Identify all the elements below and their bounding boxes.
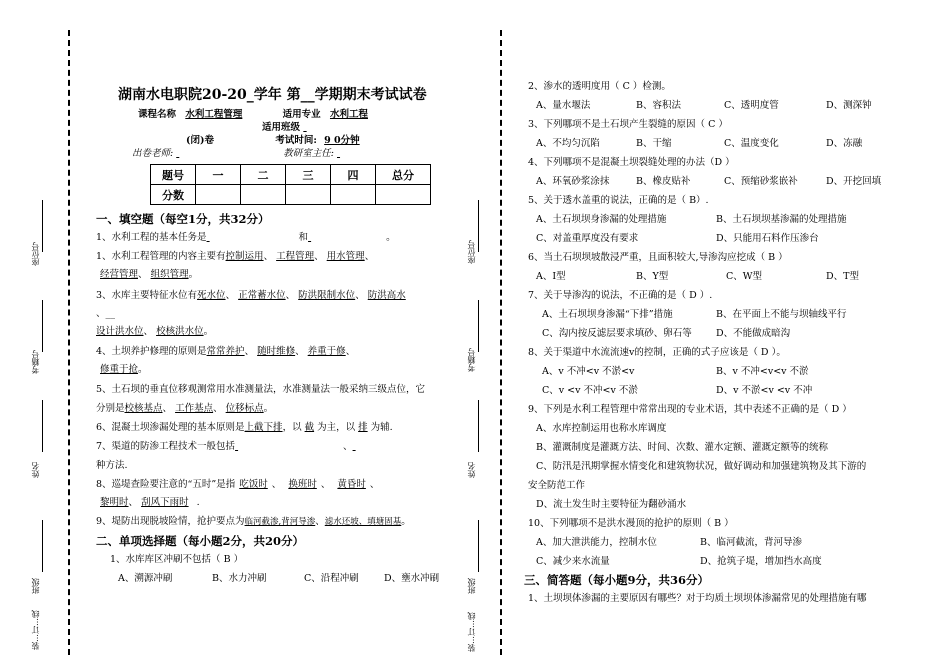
exam-no-blank — [42, 300, 43, 352]
q-text: 9、堤防出现脱坡险情，抢护要点为 — [96, 516, 245, 527]
answer: 控制运用 — [225, 251, 264, 262]
class-blank-2 — [478, 520, 479, 572]
q-text: 3、水库主要特征水位有 — [96, 290, 198, 301]
exam-title: 湖南水电职院20-20_学年 第__学期期末考试试卷 — [118, 87, 427, 103]
score-cell: 三 — [286, 165, 331, 185]
score-input-cell[interactable] — [241, 185, 286, 205]
mc-q8-option-b[interactable]: B、v 不冲<v<v 不淤 — [716, 366, 809, 377]
mc-q6-option-b[interactable]: B、Y型 — [636, 271, 669, 282]
answer: 吃饭时 — [239, 479, 268, 490]
answer: 随时维修 — [257, 346, 296, 357]
answer: 校核基点 — [124, 403, 163, 414]
fill-q3-cont1: 、__ — [96, 308, 116, 319]
answer: 组织管理 — [150, 269, 189, 280]
mc-q10-option-a[interactable]: A、加大泄洪能力，控制水位 — [536, 537, 657, 548]
q-text: . — [196, 497, 200, 508]
answer: 工作基点 — [175, 403, 214, 414]
mc-q3-option-a[interactable]: A、不均匀沉陷 — [536, 138, 600, 149]
answer: 养重于修 — [307, 346, 346, 357]
q-text: 、 — [355, 290, 365, 301]
section-3-title: 三、简答题（每小题9分，共36分） — [524, 573, 710, 587]
major-name: 水利工程 — [329, 109, 368, 120]
fill-q9 — [96, 515, 411, 529]
q-text: 8、巡堤查险要注意的“五时”是指 — [96, 479, 236, 490]
mc-q6-option-c[interactable]: C、W型 — [726, 271, 763, 282]
mc-q2-option-b[interactable]: B、容积法 — [636, 100, 681, 111]
answer-blank[interactable] — [235, 440, 343, 453]
class-applicable-label: 适用班级 — [262, 122, 301, 133]
score-cell: 分数 — [151, 185, 196, 205]
answer: 刮风下雨时 — [141, 497, 189, 508]
q-text: 、 — [345, 346, 356, 357]
fill-q1 — [96, 231, 396, 244]
q-text: 1、水利工程的基本任务是 — [96, 232, 207, 243]
q-text: 。 — [386, 232, 396, 243]
section-1-title: 一、填空题（每空1分，共32分） — [96, 212, 270, 226]
class-blank — [42, 520, 43, 572]
mc-q3-option-c[interactable]: C、温度变化 — [724, 138, 779, 149]
fill-q5-cont — [96, 402, 273, 415]
score-table-header-row — [151, 165, 431, 185]
answer: 设计洪水位 — [96, 326, 144, 337]
name-label-2: 姓名 — [467, 462, 476, 478]
mc-q9-option-b[interactable]: B、灌溉制度是灌溉方法、时间、次数、灌水定额、灌溉定额等的统称 — [536, 442, 828, 453]
answer: 常常养护 — [206, 346, 245, 357]
mc-q10-option-c[interactable]: C、减少来水流量 — [536, 556, 610, 567]
fill-q7 — [96, 440, 455, 453]
mc-q2-option-c[interactable]: C、透明度管 — [724, 100, 779, 111]
q-text: 和 — [298, 232, 309, 243]
mc-q1-option-c[interactable]: C、沿程冲刷 — [304, 573, 359, 584]
answer: 位移标点 — [225, 403, 264, 414]
q-text: 。 — [203, 326, 214, 337]
answer: 经营管理 — [100, 269, 139, 280]
seat-label: 座位号 — [31, 242, 40, 266]
answer: 用水管理 — [326, 251, 365, 262]
binding-line-right — [500, 30, 502, 655]
name-label: 姓名 — [31, 462, 40, 478]
q-text: 、 — [162, 403, 173, 414]
q-text: 1、水利工程管理的内容主要有 — [96, 251, 226, 262]
answer: 黄昏时 — [337, 479, 366, 490]
mc-q9-option-c[interactable]: C、防汛是汛期掌握水情变化和建筑物状况，做好调动和加强建筑物及其下游的 — [536, 461, 867, 472]
answer: 正常蓄水位 — [238, 290, 286, 301]
q-text: ，以 — [282, 422, 302, 433]
answer: 换班时 — [288, 479, 317, 490]
q-text: 、 — [343, 441, 353, 452]
mc-q6: 6、当土石坝坝坡散浸严重，且面积较大,导渗沟应挖成（ B ） — [528, 252, 788, 263]
mc-q6-option-a[interactable]: A、I型 — [536, 271, 566, 282]
mc-q10: 10、下列哪项不是洪水漫顶的抢护的原则（ B ） — [528, 518, 734, 529]
binding-line-left — [68, 30, 70, 655]
q-text: 、 — [263, 251, 274, 262]
q-text: 6、混凝土坝渗漏处理的基本原则是 — [96, 422, 245, 433]
mc-q1-option-a[interactable]: A、溯源冲刷 — [118, 573, 173, 584]
q-text: 、 — [244, 346, 255, 357]
q-text: 、 — [225, 290, 236, 301]
q-text: 、 — [285, 290, 296, 301]
class-label: 班级 — [31, 578, 40, 594]
teacher-label: 出卷老师: — [132, 148, 174, 159]
q-text: 7、渠道的防渗工程技术一般包括 — [96, 441, 236, 452]
fill-q4 — [96, 345, 355, 358]
fill-q8-cont — [100, 496, 200, 509]
fill-q7-cont: 种方法. — [96, 460, 128, 471]
mc-q3-option-b[interactable]: B、干缩 — [636, 138, 672, 149]
mc-q4-option-d[interactable]: D、开挖回填 — [826, 176, 882, 187]
score-input-cell[interactable] — [376, 185, 431, 205]
q-text: 、 — [364, 251, 375, 262]
mc-q5-option-c[interactable]: C、对盖重厚度没有要求 — [536, 233, 639, 244]
director-label: 教研室主任: — [283, 148, 334, 159]
q-text: 为主，以 — [317, 422, 356, 433]
answer: 工程管理 — [276, 251, 315, 262]
short-answer-q1: 1、土坝坝体渗漏的主要原因有哪些？对于均质土坝坝体渗漏常见的处理措施有哪 — [528, 593, 867, 604]
q-text: 、 — [320, 479, 331, 490]
score-input-cell[interactable] — [331, 185, 376, 205]
answer: 滤水还坡、填塘固基 — [324, 517, 402, 527]
q-text: 、 — [213, 403, 223, 414]
q-text: 、 — [271, 479, 282, 490]
mc-q1-option-b[interactable]: B、水力冲刷 — [212, 573, 267, 584]
answer: 黎明时 — [100, 497, 129, 508]
teacher-blank — [176, 147, 276, 160]
seat-blank — [42, 200, 43, 252]
answer: 防洪限制水位 — [298, 290, 356, 301]
mc-q8-option-c[interactable]: C、v <v 不冲<v 不淤 — [542, 385, 638, 396]
course-name: 水利工程管理 — [185, 109, 243, 120]
exam-no-label: 考籍号 — [31, 350, 40, 374]
seal-line-label-2: 装…订…线 — [467, 612, 476, 652]
mc-q7-option-c[interactable]: C、沟内按反滤层要求填砂、卵石等 — [542, 328, 692, 339]
mc-q5-option-a[interactable]: A、土石坝坝身渗漏的处理措施 — [536, 214, 667, 225]
mc-q4-option-c[interactable]: C、预缩砂浆嵌补 — [724, 176, 798, 187]
answer: 截 — [304, 422, 315, 433]
exam-no-blank-2 — [478, 300, 479, 352]
q-text: 4、土坝养护修理的原则是 — [96, 346, 207, 357]
mc-q2: 2、渗水的透明度用（ C ）检测。 — [528, 81, 671, 92]
q-text: 、 — [369, 479, 380, 490]
q-text: 、 — [314, 251, 324, 262]
mc-q9-option-c-cont: 安全防范工作 — [528, 480, 586, 491]
q-text: 、 — [138, 269, 148, 280]
class-row — [262, 121, 423, 134]
mc-q3-option-d[interactable]: D、冻融 — [826, 138, 863, 149]
q-text: 、 — [315, 516, 325, 527]
mc-q3: 3、下列哪项不是土石坝产生裂缝的原因（ C ） — [528, 119, 728, 130]
mc-q5-option-d[interactable]: D、只能用石料作压渗台 — [716, 233, 819, 244]
mc-q7-option-d[interactable]: D、不能做成暗沟 — [716, 328, 791, 339]
class-label-2: 班级 — [467, 578, 476, 594]
score-table — [150, 164, 431, 205]
score-cell: 四 — [331, 165, 376, 185]
mc-q7-option-b[interactable]: B、在平面上不能与坝轴线平行 — [716, 309, 847, 320]
fill-q8 — [96, 478, 379, 491]
answer: 临河截渗,背河导渗 — [244, 517, 316, 527]
fill-q3-cont2 — [96, 325, 213, 338]
mc-q8-option-d[interactable]: D、v 不淤<v <v 不冲 — [716, 385, 813, 396]
q-text: 、 — [128, 497, 139, 508]
seal-line-label: 装…订…线 — [31, 610, 40, 650]
score-cell: 二 — [241, 165, 286, 185]
exam-type: (闭)卷 — [186, 135, 214, 146]
score-cell: 总分 — [376, 165, 431, 185]
answer: 死水位 — [197, 290, 226, 301]
course-label: 课程名称 — [138, 109, 177, 120]
answer-blank[interactable] — [207, 231, 299, 244]
mc-q10-option-d[interactable]: D、抢筑子堤，增加挡水高度 — [700, 556, 822, 567]
name-blank — [42, 400, 43, 452]
q-text: 为辅. — [370, 422, 393, 433]
answer: 修重于抢 — [100, 364, 139, 375]
mc-q7: 7、关于导渗沟的说法，不正确的是（ D ）. — [528, 290, 713, 301]
q-text: 、 — [295, 346, 305, 357]
mc-q9-option-a[interactable]: A、水库控制运用也称水库调度 — [536, 423, 667, 434]
mc-q4: 4、下列哪项不是混凝土坝裂缝处理的办法（D ） — [528, 157, 735, 168]
answer: 上截下排 — [244, 422, 283, 433]
q-text: 、 — [143, 326, 154, 337]
mc-q10-option-b[interactable]: B、临河截流，背河导渗 — [700, 537, 802, 548]
score-input-cell[interactable] — [196, 185, 241, 205]
section-2-title: 二、单项选择题（每小题2分，共20分） — [96, 534, 305, 548]
q-text: 。 — [138, 364, 148, 375]
time-value: 9 0分钟 — [324, 135, 360, 146]
answer-blank[interactable] — [353, 440, 455, 453]
seat-blank-2 — [478, 200, 479, 252]
mc-q2-option-d[interactable]: D、测深钟 — [826, 100, 872, 111]
score-input-cell[interactable] — [286, 185, 331, 205]
answer: 排 — [358, 422, 368, 433]
course-row — [138, 108, 398, 121]
fill-q2 — [96, 250, 374, 263]
fill-q6 — [96, 421, 393, 434]
q-text: 。 — [263, 403, 274, 414]
answer-blank[interactable] — [308, 231, 386, 244]
exam-type-row — [186, 134, 380, 147]
score-cell: 题号 — [151, 165, 196, 185]
mc-q1: 1、水库库区冲刷不包括（ B ） — [110, 554, 244, 565]
seat-label-2: 座位号 — [467, 240, 476, 264]
answer: 校核洪水位 — [156, 326, 204, 337]
mc-q9-option-d[interactable]: D、流土发生时主要特征为翻砂涌水 — [536, 499, 687, 510]
mc-q4-option-b[interactable]: B、橡皮贴补 — [636, 176, 691, 187]
mc-q8: 8、关于渠道中水流流速v的控制，正确的式子应该是（ D ）。 — [528, 347, 786, 358]
mc-q5-option-b[interactable]: B、土石坝坝基渗漏的处理措施 — [716, 214, 847, 225]
score-cell: 一 — [196, 165, 241, 185]
q-text: 。 — [401, 516, 411, 527]
mc-q6-option-d[interactable]: D、T型 — [826, 271, 859, 282]
name-blank-2 — [478, 400, 479, 452]
major-label: 适用专业 — [282, 109, 321, 120]
fill-q5: 5、土石坝的垂直位移观测常用水准测量法，水准测量法一般采纳三级点位，它 — [96, 384, 426, 395]
q-text: 分别是 — [96, 403, 125, 414]
fill-q3 — [96, 289, 406, 302]
mc-q9: 9、下列是水利工程管理中常常出现的专业术语，其中表述不正确的是（ D ） — [528, 404, 852, 415]
mc-q8-option-a[interactable]: A、v 不冲<v 不淤<v — [542, 366, 635, 377]
mc-q7-option-a[interactable]: A、土石坝坝身渗漏“下排”措施 — [542, 309, 673, 320]
mc-q1-option-d[interactable]: D、壅水冲刷 — [384, 573, 440, 584]
score-table-score-row — [151, 185, 431, 205]
mc-q5: 5、关于透水盖重的说法，正确的是（ B）. — [528, 195, 709, 206]
mc-q4-option-a[interactable]: A、环氧砂浆涂抹 — [536, 176, 610, 187]
mc-q2-option-a[interactable]: A、量水堰法 — [536, 100, 591, 111]
fill-q2-cont — [100, 268, 198, 281]
fill-q4-cont — [100, 363, 148, 376]
q-text: 。 — [188, 269, 199, 280]
class-applicable-blank — [303, 121, 423, 134]
director-blank — [337, 147, 427, 160]
time-label: 考试时间: — [275, 135, 317, 146]
answer: 防洪高水 — [367, 290, 406, 301]
signature-row — [132, 147, 427, 160]
exam-no-label-2: 考籍号 — [467, 348, 476, 372]
